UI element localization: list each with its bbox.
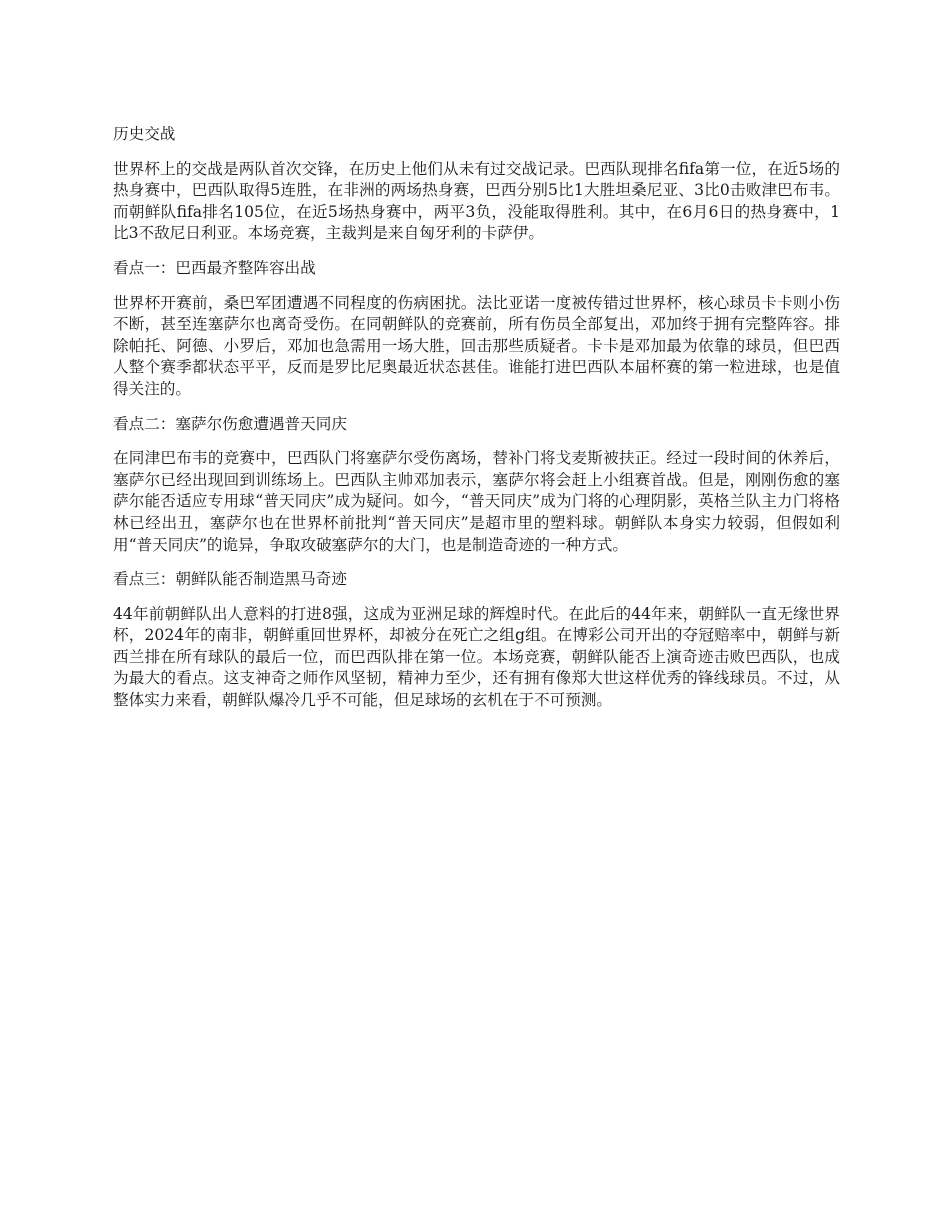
section-heading: 看点一：巴西最齐整阵容出战 [113,258,316,277]
section-paragraph: 44年前朝鲜队出人意料的打进8强，这成为亚洲足球的辉煌时代。在此后的44年来，朝鲜队一直无缘世界杯，2024年的南非，朝鲜重回世界杯，却被分在死亡之组g组。在博彩公司开出的夺冠赔率中，朝鲜与新西兰排在所有球队的最后一位，而巴西队排在第一位。本场竞赛，朝鲜队能否上演奇迹击败巴西队，也成为最大的看点。这支神奇之师作风坚韧，精神力至少，还有拥有像郑大世这样优秀的锋线球员。不过，从整体实力来看，朝鲜队爆冷几乎不可能，但足球场的玄机在于不可预测。 [113,604,840,710]
section-heading: 历史交战 [113,125,176,143]
section-highlight-two [113,414,840,557]
section-heading: 看点三：朝鲜队能否制造黑马奇迹 [113,570,347,589]
section-highlight-one [113,258,840,401]
section-heading: 看点二：塞萨尔伤愈遭遇普天同庆 [113,414,347,433]
section-paragraph: 世界杯上的交战是两队首次交锋，在历史上他们从未有过交战记录。巴西队现排名fifa第一位，在近5场的热身赛中，巴西队取得5连胜，在非洲的两场热身赛，巴西分别5比1大胜坦桑尼亚、3比0击败津巴布韦。而朝鲜队fifa排名105位，在近5场热身赛中，两平3负，没能取得胜利。其中，在6月6日的热身赛中，1比3不敌尼日利亚。本场竞赛，主裁判是来自匈牙利的卡萨伊。 [113,159,840,243]
section-highlight-three [113,569,840,712]
document-page [113,124,840,725]
section-history [113,124,840,245]
section-paragraph: 在同津巴布韦的竞赛中，巴西队门将塞萨尔受伤离场，替补门将戈麦斯被扶正。经过一段时间的休养后，塞萨尔已经出现回到训练场上。巴西队主帅邓加表示，塞萨尔将会赶上小组赛首战。但是，刚刚伤愈的塞萨尔能否适应专用球“普天同庆”成为疑问。如今，“普天同庆”成为门将的心理阴影，英格兰队主力门将格林已经出丑，塞萨尔也在世界杯前批判“普天同庆”是超市里的塑料球。朝鲜队本身实力较弱，但假如利用“普天同庆”的诡异，争取攻破塞萨尔的大门，也是制造奇迹的一种方式。 [113,449,840,554]
section-paragraph: 世界杯开赛前，桑巴军团遭遇不同程度的伤病困扰。法比亚诺一度被传错过世界杯，核心球员卡卡则小伤不断，甚至连塞萨尔也离奇受伤。在同朝鲜队的竞赛前，所有伤员全部复出，邓加终于拥有完整阵容。排除帕托、阿德、小罗后，邓加也急需用一场大胜，回击那些质疑者。卡卡是邓加最为依靠的球员，但巴西人整个赛季都状态平平，反而是罗比尼奥最近状态甚佳。谁能打进巴西队本届杯赛的第一粒进球，也是值得关注的。 [113,293,840,398]
